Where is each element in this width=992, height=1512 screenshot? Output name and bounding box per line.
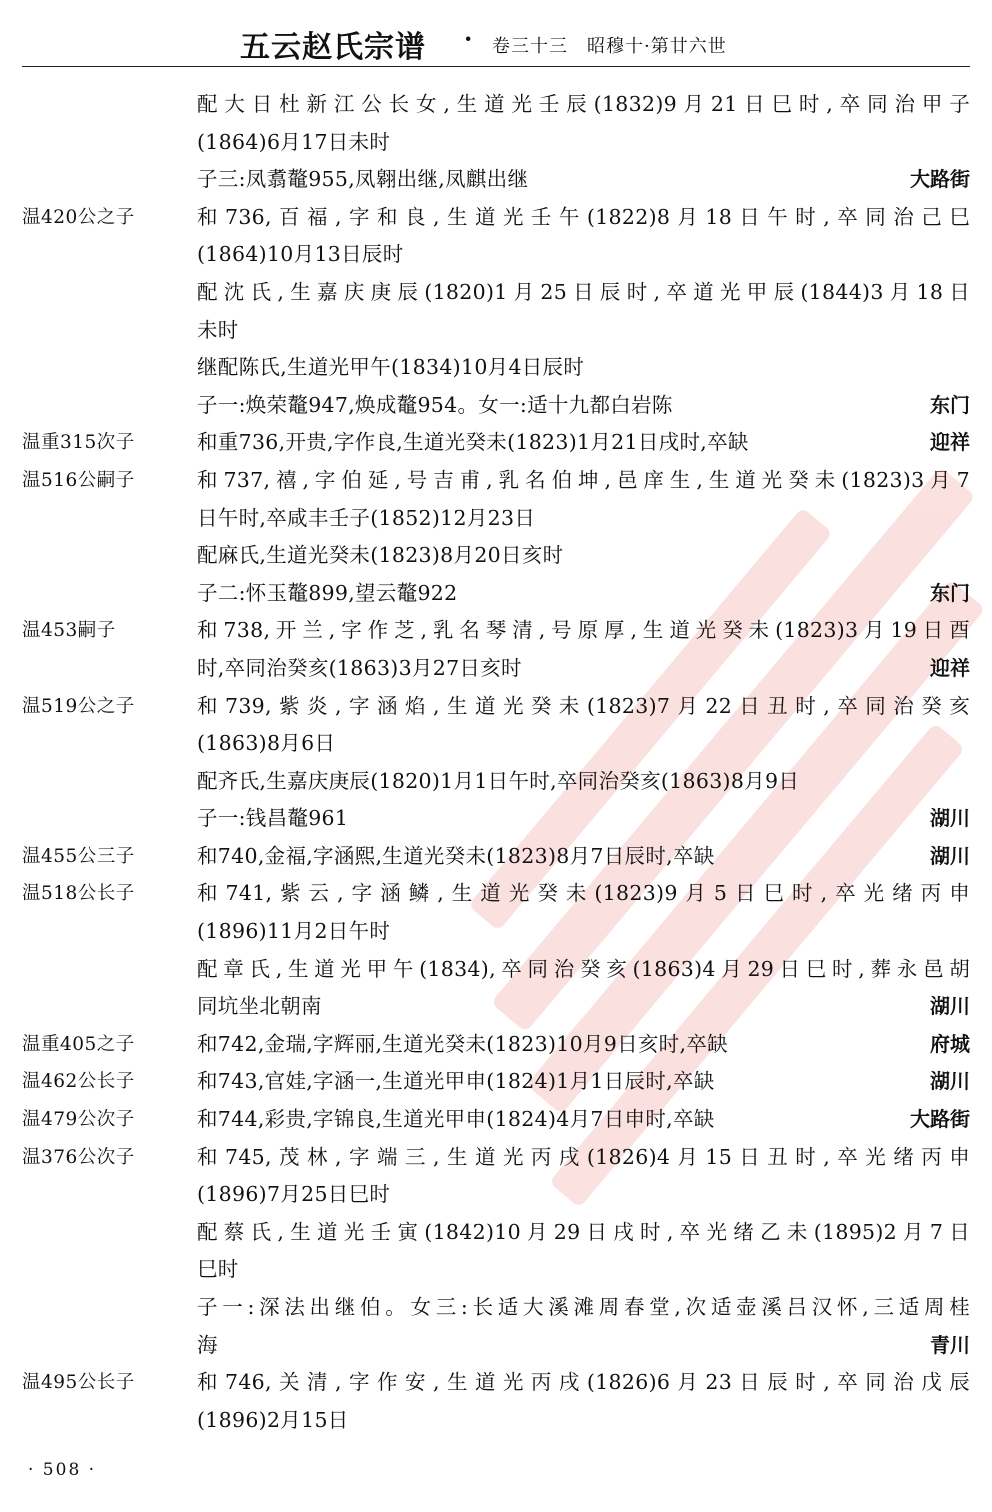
entry-line [0,236,992,274]
entry-text: 和743,官娃,字涵一,生道光甲申(1824)1月1日辰时,卒缺 [197,1069,715,1094]
entry-line [0,161,992,199]
residence-location: 迎祥 [930,655,970,680]
entry-line [0,274,992,312]
entry-line [0,1289,992,1327]
entry-line [0,537,992,575]
parent-reference: 温495公长子 [22,1372,135,1394]
entry-text: (1896)11月2日午时 [197,919,391,944]
residence-location: 湖川 [930,806,970,831]
page-header [22,16,970,67]
entry-text: 和736,百福,字和良,生道光壬午(1822)8月18日午时,卒同治己巳 [197,204,970,229]
residence-location: 湖川 [930,843,970,868]
entry-text: 和737,禧,字伯延,号吉甫,乳名伯坤,邑庠生,生道光癸未(1823)3月7 [197,467,970,492]
entry-line [0,387,992,425]
entry-line [0,913,992,951]
entry-line [0,1176,992,1214]
parent-reference: 温420公之子 [22,206,135,228]
entry-text: 配麻氏,生道光癸未(1823)8月20日亥时 [197,543,564,568]
entry-line [0,124,992,162]
entry-text: 继配陈氏,生道光甲午(1834)10月4日辰时 [197,355,585,380]
entry-text: (1864)6月17日未时 [197,129,391,154]
entry-line [0,1026,992,1064]
parent-reference: 温516公嗣子 [22,469,135,491]
entry-line [0,462,992,500]
residence-location: 迎祥 [930,430,970,455]
entry-line [0,1214,992,1252]
entry-text: 和746,关清,字作安,生道光丙戌(1826)6月23日辰时,卒同治戊辰 [197,1370,970,1395]
entry-text: 日午时,卒咸丰壬子(1852)12月23日 [197,505,536,530]
residence-location: 府城 [930,1031,970,1056]
parent-reference: 温重315次子 [22,432,135,454]
entry-text: 和745,茂林,字端三,生道光丙戌(1826)4月15日丑时,卒光绪丙申 [197,1144,970,1169]
entry-text: 和重736,开贵,字作良,生道光癸未(1823)1月21日戌时,卒缺 [197,430,749,455]
entry-line [0,800,992,838]
entry-text: 巳时 [197,1257,239,1282]
entry-line [0,688,992,726]
parent-reference: 温462公长子 [22,1071,135,1093]
entry-text: 和739,紫炎,字涵焰,生道光癸未(1823)7月22日丑时,卒同治癸亥 [197,693,970,718]
entry-line [0,424,992,462]
entry-text: 子二:怀玉鼇899,望云鼇922 [197,580,458,605]
entry-line [0,951,992,989]
entry-line [0,612,992,650]
parent-reference: 温518公长子 [22,883,135,905]
entry-line [0,725,992,763]
entry-line [0,500,992,538]
entry-text: 时,卒同治癸亥(1863)3月27日亥时 [197,655,522,680]
parent-reference: 温519公之子 [22,695,135,717]
entry-line [0,1364,992,1402]
entry-line [0,650,992,688]
parent-reference: 温453嗣子 [22,620,116,642]
entry-line [0,1327,992,1365]
entry-line [0,1402,992,1440]
entry-text: 配蔡氏,生道光壬寅(1842)10月29日戌时,卒光绪乙未(1895)2月7日 [197,1219,970,1244]
book-title: 五云赵氏宗谱 [240,30,426,65]
entry-text: 配大日杜新江公长女,生道光壬辰(1832)9月21日巳时,卒同治甲子 [197,92,970,116]
entry-line [0,575,992,613]
residence-location: 东门 [930,580,970,605]
chapter-subtitle: 卷三十三 昭穆十·第廿六世 [492,36,727,57]
entry-text: 子一:钱昌鼇961 [197,806,349,831]
entry-text: (1863)8月6日 [197,731,336,756]
entry-line [0,988,992,1026]
genealogy-entries [0,86,992,1439]
entry-line [0,875,992,913]
entry-line [0,1101,992,1139]
entry-line [0,1063,992,1101]
entry-text: 配沈氏,生嘉庆庚辰(1820)1月25日辰时,卒道光甲辰(1844)3月18日 [197,279,970,304]
parent-reference: 温455公三子 [22,845,135,867]
parent-reference: 温479公次子 [22,1109,135,1131]
entry-text: 和738,开兰,字作芝,乳名琴清,号原厚,生道光癸未(1823)3月19日酉 [197,618,970,643]
residence-location: 东门 [930,392,970,417]
entry-line [0,1251,992,1289]
entry-line [0,312,992,350]
entry-text: (1896)2月15日 [197,1407,349,1432]
parent-reference: 温376公次子 [22,1146,135,1168]
entry-text: 和742,金瑞,字辉丽,生道光癸未(1823)10月9日亥时,卒缺 [197,1031,728,1056]
entry-text: 海 [197,1332,218,1357]
entry-line [0,838,992,876]
entry-line [0,199,992,237]
entry-text: 配齐氏,生嘉庆庚辰(1820)1月1日午时,卒同治癸亥(1863)8月9日 [197,768,800,793]
entry-text: 子一:深法出继伯。女三:长适大溪滩周春堂,次适壶溪吕汉怀,三适周桂 [197,1295,970,1319]
entry-text: 和740,金福,字涵熙,生道光癸未(1823)8月7日辰时,卒缺 [197,843,715,868]
residence-location: 大路街 [910,167,970,192]
page-number: · 508 · [28,1460,97,1480]
entry-line [0,349,992,387]
entry-text: 和741,紫云,字涵鳞,生道光癸未(1823)9月5日巳时,卒光绪丙申 [197,881,970,906]
entry-text: 子三:凤翥鼇955,凤翱出继,凤麒出继 [197,167,529,192]
entry-text: 子一:焕荣鼇947,焕成鼇954。女一:适十九都白岩陈 [197,392,673,417]
title-separator-dot: · [464,24,473,53]
entry-line [0,763,992,801]
entry-text: (1896)7月25日巳时 [197,1182,391,1207]
entry-text: (1864)10月13日辰时 [197,242,404,267]
residence-location: 湖川 [930,994,970,1019]
entry-text: 未时 [197,317,239,342]
entry-line [0,86,992,124]
residence-location: 大路街 [910,1107,970,1132]
residence-location: 青川 [930,1332,970,1357]
parent-reference: 温重405之子 [22,1033,135,1055]
entry-text: 和744,彩贵,字锦良,生道光甲申(1824)4月7日申时,卒缺 [197,1107,715,1132]
residence-location: 湖川 [930,1069,970,1094]
entry-text: 配章氏,生道光甲午(1834),卒同治癸亥(1863)4月29日巳时,葬永邑胡 [197,956,970,981]
entry-line [0,1139,992,1177]
entry-text: 同坑坐北朝南 [197,994,322,1019]
